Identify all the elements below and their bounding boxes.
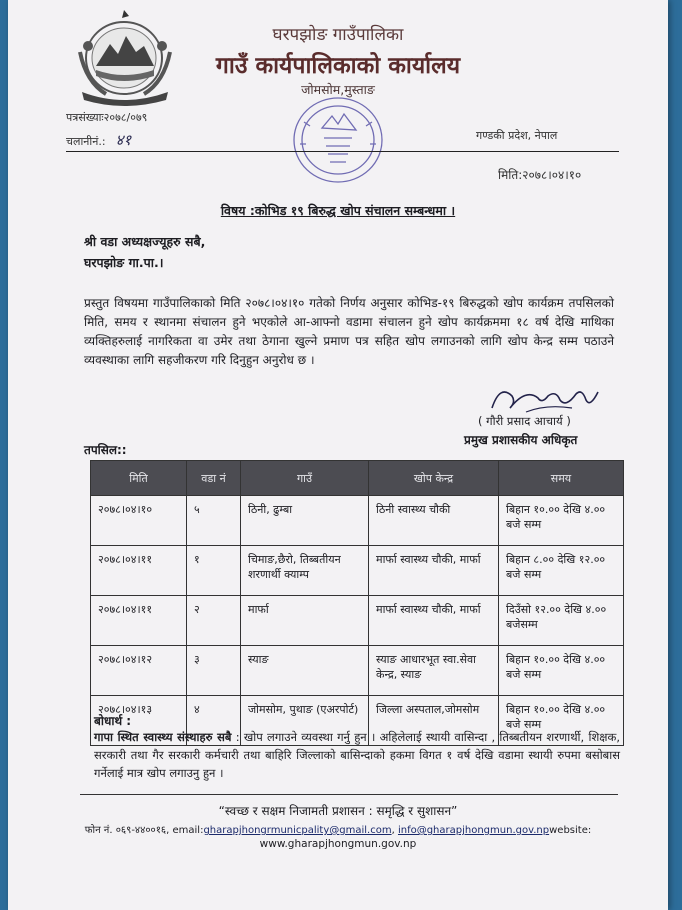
letter-subject: विषय :कोभिड १९ बिरुद्ध खोप संचालन सम्बन्धमा । xyxy=(220,203,456,218)
email-link-1[interactable]: gharapjhongrmunicpality@gmail.com xyxy=(203,825,392,836)
recipient-line-2: घरपझोङ गा.पा.। xyxy=(84,255,164,270)
table-header-row xyxy=(91,461,624,496)
footer-motto: “स्वच्छ र सक्षम निजामती प्रशासन : समृद्धि र सुशासन” xyxy=(218,804,458,818)
note-recipients: गापा स्थित स्वास्थ्य संस्थाहरु सबै xyxy=(94,730,232,744)
province: गण्डकी प्रदेश, नेपाल xyxy=(476,129,558,142)
row-village: जोमसोम, पुथाङ (एअरपोर्ट) xyxy=(241,696,369,746)
row-ward: ३ xyxy=(187,646,241,696)
row-time: बिहान ८.०० देखि १२.०० बजे सम्म xyxy=(499,546,624,596)
header-vaccine-center: खोप केन्द्र xyxy=(369,461,499,496)
email-label: email: xyxy=(172,825,204,836)
office-location: जोमसोम,मुस्ताङ xyxy=(301,82,375,97)
header-time: समय xyxy=(499,461,624,496)
row-village: चिमाङ,छैरो, तिब्बतीयन शरणार्थी क्याम्प xyxy=(241,546,369,596)
recipient-line-1: श्री वडा अध्यक्षज्यूहरु सबै, xyxy=(84,234,206,249)
dispatch-number: ४१ xyxy=(115,131,132,149)
letter-body: प्रस्तुत विषयमा गाउँपालिकाको मिति २०७८।०४।१० गतेको निर्णय अनुसार कोभिड-१९ बिरुद्धको खोप कार्यक्रम तपसिलको मिति, समय र स्थानमा संचालन हुने भएकोले आ-आफ्नो वडामा संचालन हुने खोप कार्यक्रममा १८ वर्ष देखि माथिका व्यक्तिहरुलाई नागरिकता वा उमेर तथा ठेगाना खुल्ने प्रमाण पत्र सहित खोप लगाउनको लागि खोप केन्द्र सम्म पठाउने व्यवस्थाका लागि सहजीकरण गरि दिनुहुन अनुरोध छ । xyxy=(84,296,614,367)
dispatch-label: चलानीनं.: xyxy=(66,135,106,148)
row-ward: १ xyxy=(187,546,241,596)
row-village: मार्फा xyxy=(241,596,369,646)
signatory-name: ( गौरी प्रसाद आचार्य ) xyxy=(478,414,571,428)
phone-number: फोन नं. ०६९-४४००१६, xyxy=(84,825,170,836)
row-center: जिल्ला अस्पताल,जोमसोम xyxy=(369,696,499,746)
office-seal-stamp xyxy=(284,92,392,192)
footer-contact: फोन नं. ०६९-४४००१६, email:gharapjhongrmunicpality@gmail.com, info@gharapjhongmun.gov.npwebsite: xyxy=(84,825,592,836)
row-date: २०७८।०४।१० xyxy=(91,496,187,546)
website-link[interactable]: www.gharapjhongmun.gov.np xyxy=(259,838,417,850)
note-text xyxy=(94,728,620,782)
footer-divider xyxy=(80,794,618,795)
row-center: ठिनी स्वास्थ्य चौकी xyxy=(369,496,499,546)
header-date: मिति xyxy=(91,461,187,496)
table-row xyxy=(91,496,624,546)
municipality-name: घरपझोङ गाउँपालिका xyxy=(272,25,404,45)
letter-date: मिति:२०७८।०४।१० xyxy=(498,168,582,182)
dispatch-number-row xyxy=(66,130,131,150)
row-center: मार्फा स्वास्थ्य चौकी, मार्फा xyxy=(369,546,499,596)
website-label: website: xyxy=(549,825,592,836)
row-center: स्याङ आधारभूत स्वा.सेवा केन्द्र, स्याङ xyxy=(369,646,499,696)
header-village: गाउँ xyxy=(241,461,369,496)
email-link-2[interactable]: info@gharapjhongmun.gov.np xyxy=(397,825,550,836)
row-date: २०७८।०४।११ xyxy=(91,546,187,596)
row-date: २०७८।०४।१३ xyxy=(91,696,187,746)
row-ward: २ xyxy=(187,596,241,646)
letter-page xyxy=(8,0,668,910)
row-time: बिहान १०.०० देखि ४.०० बजे सम्म xyxy=(499,646,624,696)
row-center: मार्फा स्वास्थ्य चौकी, मार्फा xyxy=(369,596,499,646)
header-divider xyxy=(66,151,619,152)
row-ward: ५ xyxy=(187,496,241,546)
row-time: बिहान १०.०० देखि ४.०० बजे सम्म xyxy=(499,696,624,746)
row-ward: ४ xyxy=(187,696,241,746)
vaccination-schedule-table xyxy=(90,460,624,746)
note-title: बोधार्थ : xyxy=(94,714,132,728)
letter-number: पत्रसंख्याः२०७८/०७९ xyxy=(66,111,148,124)
row-time: दिउँसो १२.०० देखि ४.०० बजेसम्म xyxy=(499,596,624,646)
row-date: २०७८।०४।११ xyxy=(91,596,187,646)
office-title: गाउँ कार्यपालिकाको कार्यालय xyxy=(215,53,461,79)
row-village: स्याङ xyxy=(241,646,369,696)
row-date: २०७८।०४।१२ xyxy=(91,646,187,696)
row-village: ठिनी, ढुम्बा xyxy=(241,496,369,546)
note-body: : खोप लगाउने व्यवस्था गर्नु हुन । अहिलेलाई स्थायी वासिन्दा , तिब्बतीयन शरणार्थी, शिक्षक, सरकारी तथा गैर सरकारी कर्मचारी तथा बाहिरि जिल्लाको बासिन्दाको हकमा विगत १ वर्ष देखि वडामा स्थायी रुपमा बसोबास गर्नेलाई मात्र खोप लगाउनु हुन । xyxy=(94,730,620,780)
signatory-title: प्रमुख प्रशासकीय अधिकृत xyxy=(464,433,578,447)
table-row xyxy=(91,646,624,696)
row-time: बिहान १०.०० देखि ४.०० बजे सम्म xyxy=(499,496,624,546)
table-row xyxy=(91,546,624,596)
table-row xyxy=(91,596,624,646)
header-ward: वडा नं xyxy=(187,461,241,496)
details-label: तपसिल:: xyxy=(84,443,127,457)
